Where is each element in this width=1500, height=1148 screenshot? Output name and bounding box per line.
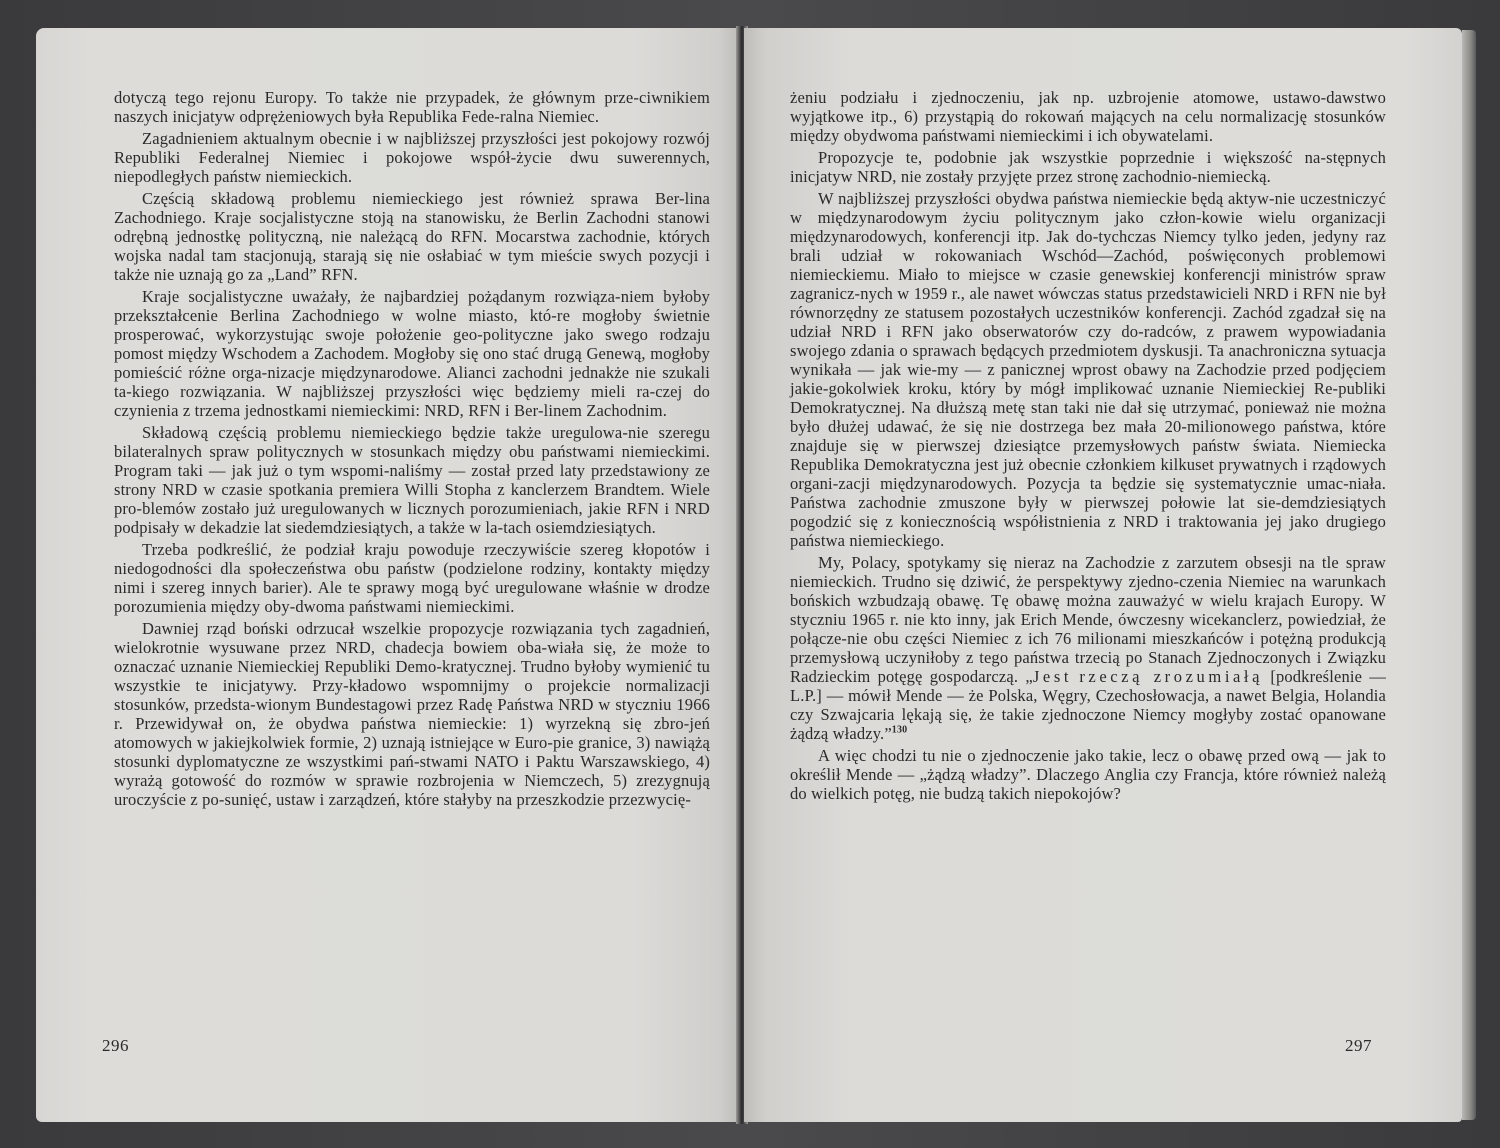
left-page [36, 28, 740, 1122]
paragraph: Propozycje te, podobnie jak wszystkie poprzednie i większość na-stępnych inicjatyw NRD, nie zostały przyjęte przez stronę zachodnio-niemiecką. [790, 148, 1386, 186]
text-run: My, Polacy, spotykamy się nieraz na Zachodzie z zarzutem obsesji na tle spraw niemieckich. Trudno się dziwić, że perspektywy zjedno-czenia Niemiec na warunkach bońskich wzbudzają obawę. Tę obawę można zauważyć w wielu krajach Europy. W styczniu 1965 r. nie kto inny, jak Erich Mende, ówczesny wicekanclerz, powiedział, że połącze-nie obu części Niemiec z ich 76 milionami mieszkańców i potężną produkcją przemysłową uczyniłoby z tego państwa trzecią po Stanach Zjednoczonych i Związku Radzieckim potęgę gospodarczą. „ [790, 553, 1386, 686]
page-number-left: 296 [102, 1036, 129, 1055]
book-edge [1462, 30, 1476, 1120]
paragraph: A więc chodzi tu nie o zjednoczenie jako takie, lecz o obawę przed ową — jak to określił Mende — „żądzą władzy”. Dlaczego Anglia czy Francja, które również należą do wielkich potęg, nie budzą takich niepokojów? [790, 746, 1386, 803]
paragraph: Składową częścią problemu niemieckiego będzie także uregulowa-nie szeregu bilateralnych spraw politycznych w stosunkach między obu państwami niemieckimi. Program taki — jak już o tym wspomi-naliśmy — został przed laty przedstawiony ze strony NRD w czasie spotkania premiera Willi Stopha z kanclerzem Brandtem. Wiele pro-blemów zostało już uregulowanych w licznych porozumieniach, jakie RFN i NRD podpisały w dekadzie lat siedemdziesiątych, a także w la-tach osiemdziesiątych. [114, 423, 710, 537]
mende-paragraph [790, 553, 1386, 743]
left-page-text [114, 88, 710, 812]
spaced-emphasis: Jest [1032, 667, 1073, 686]
paragraph: Kraje socjalistyczne uważały, że najbardziej pożądanym rozwiąza-niem byłoby przekształcenie Berlina Zachodniego w wolne miasto, któ-re mogłoby świetnie prosperować, wykorzystując swoje położenie geo-polityczne jako swego rodzaju pomost między Wschodem a Zachodem. Mogłoby się ono stać drugą Genewą, mogłoby pomieścić różne orga-nizacje międzynarodowe. Alianci zachodni jednakże nie szukali ta-kiego rozwiązania. W najbliższej przyszłości więc będziemy mieli ra-czej do czynienia z trzema jednostkami niemieckimi: NRD, RFN i Ber-linem Zachodnim. [114, 287, 710, 420]
spaced-emphasis: rzeczą zrozumiałą [1079, 667, 1264, 686]
paragraph: żeniu podziału i zjednoczeniu, jak np. uzbrojenie atomowe, ustawo-dawstwo wyjątkowe itp., 6) przystąpią do rokowań mających na celu normalizację stosunków między obydwoma państwami niemieckimi i ich obywatelami. [790, 88, 1386, 145]
paragraph: W najbliższej przyszłości obydwa państwa niemieckie będą aktyw-nie uczestniczyć w międzynarodowym życiu politycznym jako człon-kowie wielu organizacji międzynarodowych, konferencji itp. Jak do-tychczas Niemcy tylko jeden, jedyny raz brali udział w rokowaniach Wschód—Zachód, poświęconych problemowi niemieckiemu. Miało to miejsce w czasie genewskiej konferencji ministrów spraw zagranicz-nych w 1959 r., ale nawet wówczas status przedstawicieli NRD i RFN nie był równorzędny ze statusem pozostałych uczestników konferencji. Zachód zgadzał się na udział NRD i RFN jako obserwatorów czy do-radców, z prawem wypowiadania swojego zdania o sprawach będących przedmiotem dyskusji. Ta anachroniczna sytuacja wynikała — jak wie-my — z panicznej wprost obawy na Zachodzie przed podjęciem jakie-gokolwiek kroku, który by mógł implikować uznanie Niemieckiej Re-publiki Demokratycznej. Na dłuższą metę stan taki nie dał się utrzymać, ponieważ nie można było dłużej udawać, że się nie dostrzega bez mała 20-milionowego państwa, które znajduje się w pierwszej dziesiątce przemysłowych państw świata. Niemiecka Republika Demokratyczna jest już obecnie członkiem kilkuset prywatnych i rządowych organi-zacji międzynarodowych. Pozycja ta będzie się systematycznie umac-niała. Państwa zachodnie zmuszone były w pierwszej połowie lat sie-demdziesiątych pogodzić się z koniecznością współistnienia z NRD i traktowania jej jako drugiego państwa niemieckiego. [790, 189, 1386, 550]
right-page-text [790, 88, 1386, 806]
footnote-reference[interactable]: 130 [891, 724, 908, 736]
page-number-right: 297 [1345, 1036, 1372, 1055]
right-page [744, 28, 1462, 1122]
paragraph: Częścią składową problemu niemieckiego jest również sprawa Ber-lina Zachodniego. Kraje socjalistyczne stoją na stanowisku, że Berlin Zachodni stanowi odrębną jednostkę polityczną, nie należącą do RFN. Mocarstwa zachodnie, których wojska nadal tam stacjonują, starają się nie osłabiać w tym mieście swych pozycji i także nie uznają go za „Land” RFN. [114, 189, 710, 284]
paragraph: Trzeba podkreślić, że podział kraju powoduje rzeczywiście szereg kłopotów i niedogodności dla społeczeństwa obu państw (podzielone rodziny, kontakty między nimi i szereg innych barier). Ale te sprawy mogą być uregulowane właśnie w drodze porozumienia między oby-dwoma państwami niemieckimi. [114, 540, 710, 616]
paragraph: Dawniej rząd boński odrzucał wszelkie propozycje rozwiązania tych zagadnień, wielokrotnie wysuwane przez NRD, chadecja bowiem oba-wiała się, że może to oznaczać uznanie Niemieckiej Republiki Demo-kratycznej. Trudno byłoby wymienić tu wszystkie te inicjatywy. Przy-kładowo wspomnijmy o projekcie normalizacji stosunków, przedsta-wionym Bundestagowi przez Radę Państwa NRD w styczniu 1966 r. Przewidywał on, że obydwa państwa niemieckie: 1) wyrzekną się zbro-jeń atomowych w jakiejkolwiek formie, 2) uznają istniejące w Euro-pie granice, 3) nawiążą stosunki dyplomatyczne ze wszystkimi pań-stwami NATO i Paktu Warszawskiego, 4) wyrażą gotowość do rozmów w sprawie rozbrojenia w Niemczech, 5) zrezygnują uroczyście z po-sunięć, ustaw i zarządzeń, które stałyby na przeszkodzie przezwycię- [114, 619, 710, 809]
text-run: [podkreślenie — L.P.] — mówił Mende — że Polska, Węgry, Czechosłowacja, a nawet Belgia, Holandia czy Szwajcaria lękają się, że takie zjednoczone Niemcy mogłyby zostać opanowane żądzą władzy.” [790, 667, 1386, 743]
paragraph: dotyczą tego rejonu Europy. To także nie przypadek, że głównym prze-ciwnikiem naszych inicjatyw odprężeniowych była Republika Fede-ralna Niemiec. [114, 88, 710, 126]
paragraph: Zagadnieniem aktualnym obecnie i w najbliższej przyszłości jest pokojowy rozwój Republiki Federalnej Niemiec i pokojowe współ-życie dwu suwerennych, niepodległych państw niemieckich. [114, 129, 710, 186]
